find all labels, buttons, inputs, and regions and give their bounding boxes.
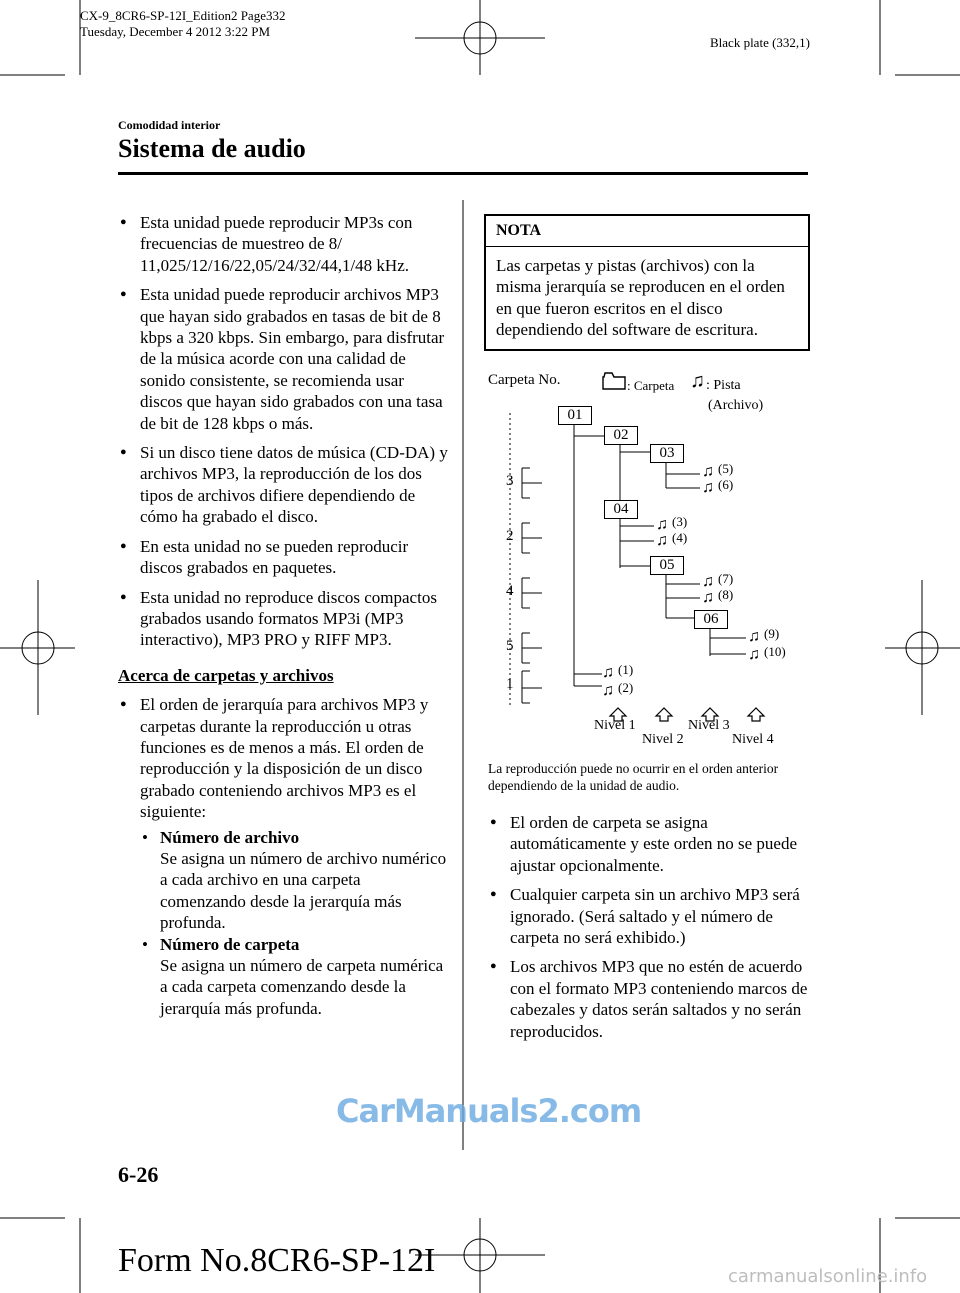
legend-folder: : Carpeta <box>627 378 675 393</box>
bullet-mixed-disc: ● Si un disco tiene datos de música (CD-DA) y archivos MP3, la reproducción de los dos tipos de archivos difiere dependiendo de cómo ha grabado el disco. <box>118 442 448 528</box>
legend-track: : Pista <box>706 378 741 393</box>
track-number: 10 <box>768 644 782 659</box>
section-label: Comodidad interior <box>118 118 221 132</box>
music-note-icon: ♫ <box>656 532 668 549</box>
folder-06: 06 <box>694 610 728 629</box>
track-number: 2 <box>622 680 629 695</box>
track-7: (7) <box>718 571 734 586</box>
track-number: 9 <box>768 626 775 641</box>
form-number: Form No.8CR6-SP-12I <box>118 1242 436 1279</box>
track-4: (4) <box>672 530 688 545</box>
right-bullets <box>488 812 808 1050</box>
bullet-hierarchy: ● El orden de jerarquía para archivos MP3 y carpetas durante la reproducción u otras funciones es de menos a más. El orden de reproducción y la disposición de un disco grabado conteniendo archivos MP3 es el siguiente: <box>118 694 448 822</box>
watermark: CarManuals2.com <box>336 1092 642 1130</box>
subheading-folders: Acerca de carpetas y archivos <box>118 665 334 685</box>
bullet-sampling: ● Esta unidad puede reproducir MP3s con frecuencias de muestreo de 8/ 11,025/12/16/22,05/24/32/44,1/48 kHz. <box>118 212 448 276</box>
track-10: (10) <box>764 644 786 659</box>
track-number: 3 <box>676 514 683 529</box>
track-number: 7 <box>722 571 729 586</box>
track-2: (2) <box>618 680 634 695</box>
music-note-icon: ♫ <box>702 573 714 590</box>
music-note-icon: ♫ <box>602 682 614 699</box>
sub-item-folder-number <box>140 934 448 1020</box>
track-number: 1 <box>622 662 629 677</box>
music-note-icon: ♫ <box>702 589 714 606</box>
plate-info: Black plate (332,1) <box>710 35 810 50</box>
folder-03: 03 <box>650 444 684 463</box>
bullet-empty-folder: ● Cualquier carpeta sin un archivo MP3 será ignorado. (Será saltado y el número de carpeta no será exhibido.) <box>488 884 808 948</box>
track-9: (9) <box>764 626 780 641</box>
bullet-bitrate: ● Esta unidad puede reproducir archivos MP3 que hayan sido grabados en tasas de bit de 8 kbps a 320 kbps. Sin embargo, para disfrutar de la música acorde con una calidad de sonido consistente, se recomienda usar discos que hayan sido grabados con una tasa de bit de 128 kbps o más. <box>118 284 448 434</box>
track-number: 8 <box>722 587 729 602</box>
watermark-url: carmanualsonline.info <box>728 1266 928 1287</box>
music-note-icon: ♫ <box>748 628 760 645</box>
folder-05: 05 <box>650 556 684 575</box>
track-1: (1) <box>618 662 634 677</box>
diagram-caption: La reproducción puede no ocurrir en el orden anterior dependiendo de la unidad de audio. <box>488 761 779 793</box>
left-column <box>118 212 448 1019</box>
folder-number-5: 5 <box>506 638 514 654</box>
sub-item-file-number <box>140 827 448 934</box>
track-number: 5 <box>722 461 729 476</box>
music-note-icon: ♫ <box>702 479 714 496</box>
sub-item-text: Se asigna un número de carpeta numérica a cada carpeta comenzando desde la jerarquía más profunda. <box>160 956 444 1018</box>
music-note-icon: ♫ <box>656 516 668 533</box>
bullet-folder-order: ● El orden de carpeta se asigna automáticamente y este orden no se puede ajustar opcionalmente. <box>488 812 808 876</box>
folder-number-4: 4 <box>506 583 514 599</box>
music-note-icon: ♫ <box>748 646 760 663</box>
tree-lines <box>484 368 808 758</box>
music-note-icon: ♫ <box>702 463 714 480</box>
page-title: Sistema de audio <box>118 134 306 163</box>
track-number: 4 <box>676 530 683 545</box>
bullet-invalid-files: ● Los archivos MP3 que no estén de acuerdo con el formato MP3 conteniendo marcos de cabezales y datos serán saltados y no serán reproducidos. <box>488 956 808 1042</box>
folder-04: 04 <box>604 500 638 519</box>
level-2-label: Nivel 2 <box>642 732 684 747</box>
note-text: Las carpetas y pistas (archivos) con la misma jerarquía se reproducen en el orden en que fueron escritos en el disco dependiendo del software de escritura. <box>496 256 785 340</box>
bullet-formats: ● Esta unidad no reproduce discos compactos grabados usando formatos MP3i (MP3 interactivo), MP3 PRO y RIFF MP3. <box>118 587 448 651</box>
sub-item-text: Se asigna un número de archivo numérico a cada archivo en una carpeta comenzando desde la jerarquía más profunda. <box>160 848 447 933</box>
level-3-label: Nivel 3 <box>688 718 730 733</box>
track-5: (5) <box>718 461 734 476</box>
note-box <box>484 214 810 351</box>
music-note-icon: ♫ <box>602 664 614 681</box>
page-number: 6-26 <box>118 1162 159 1187</box>
folder-number-2: 2 <box>506 528 514 544</box>
level-4-label: Nivel 4 <box>732 732 774 747</box>
sub-item-title: • Número de archivo <box>160 827 300 847</box>
title-rule <box>118 172 808 175</box>
legend-track-sub: (Archivo) <box>708 398 764 413</box>
folder-tree-diagram <box>484 368 808 758</box>
folder-number-1: 1 <box>506 676 514 692</box>
track-6: (6) <box>718 477 734 492</box>
note-title: NOTA <box>486 216 808 247</box>
sub-item-title: • Número de carpeta <box>160 934 300 954</box>
music-note-icon: ♫ <box>690 370 705 392</box>
track-8: (8) <box>718 587 734 602</box>
track-3: (3) <box>672 514 688 529</box>
print-info <box>80 8 285 40</box>
print-info-line2: Tuesday, December 4 2012 3:22 PM <box>80 24 271 39</box>
folder-number-3: 3 <box>506 473 514 489</box>
bullet-packet: ● En esta unidad no se pueden reproducir discos grabados en paquetes. <box>118 536 448 579</box>
folder-02: 02 <box>604 426 638 445</box>
track-number: 6 <box>722 477 729 492</box>
level-1-label: Nivel 1 <box>594 718 636 733</box>
print-info-line1: CX-9_8CR6-SP-12I_Edition2 Page332 <box>80 8 286 23</box>
folder-01: 01 <box>558 406 592 425</box>
carpeta-no-label: Carpeta No. <box>488 372 561 388</box>
